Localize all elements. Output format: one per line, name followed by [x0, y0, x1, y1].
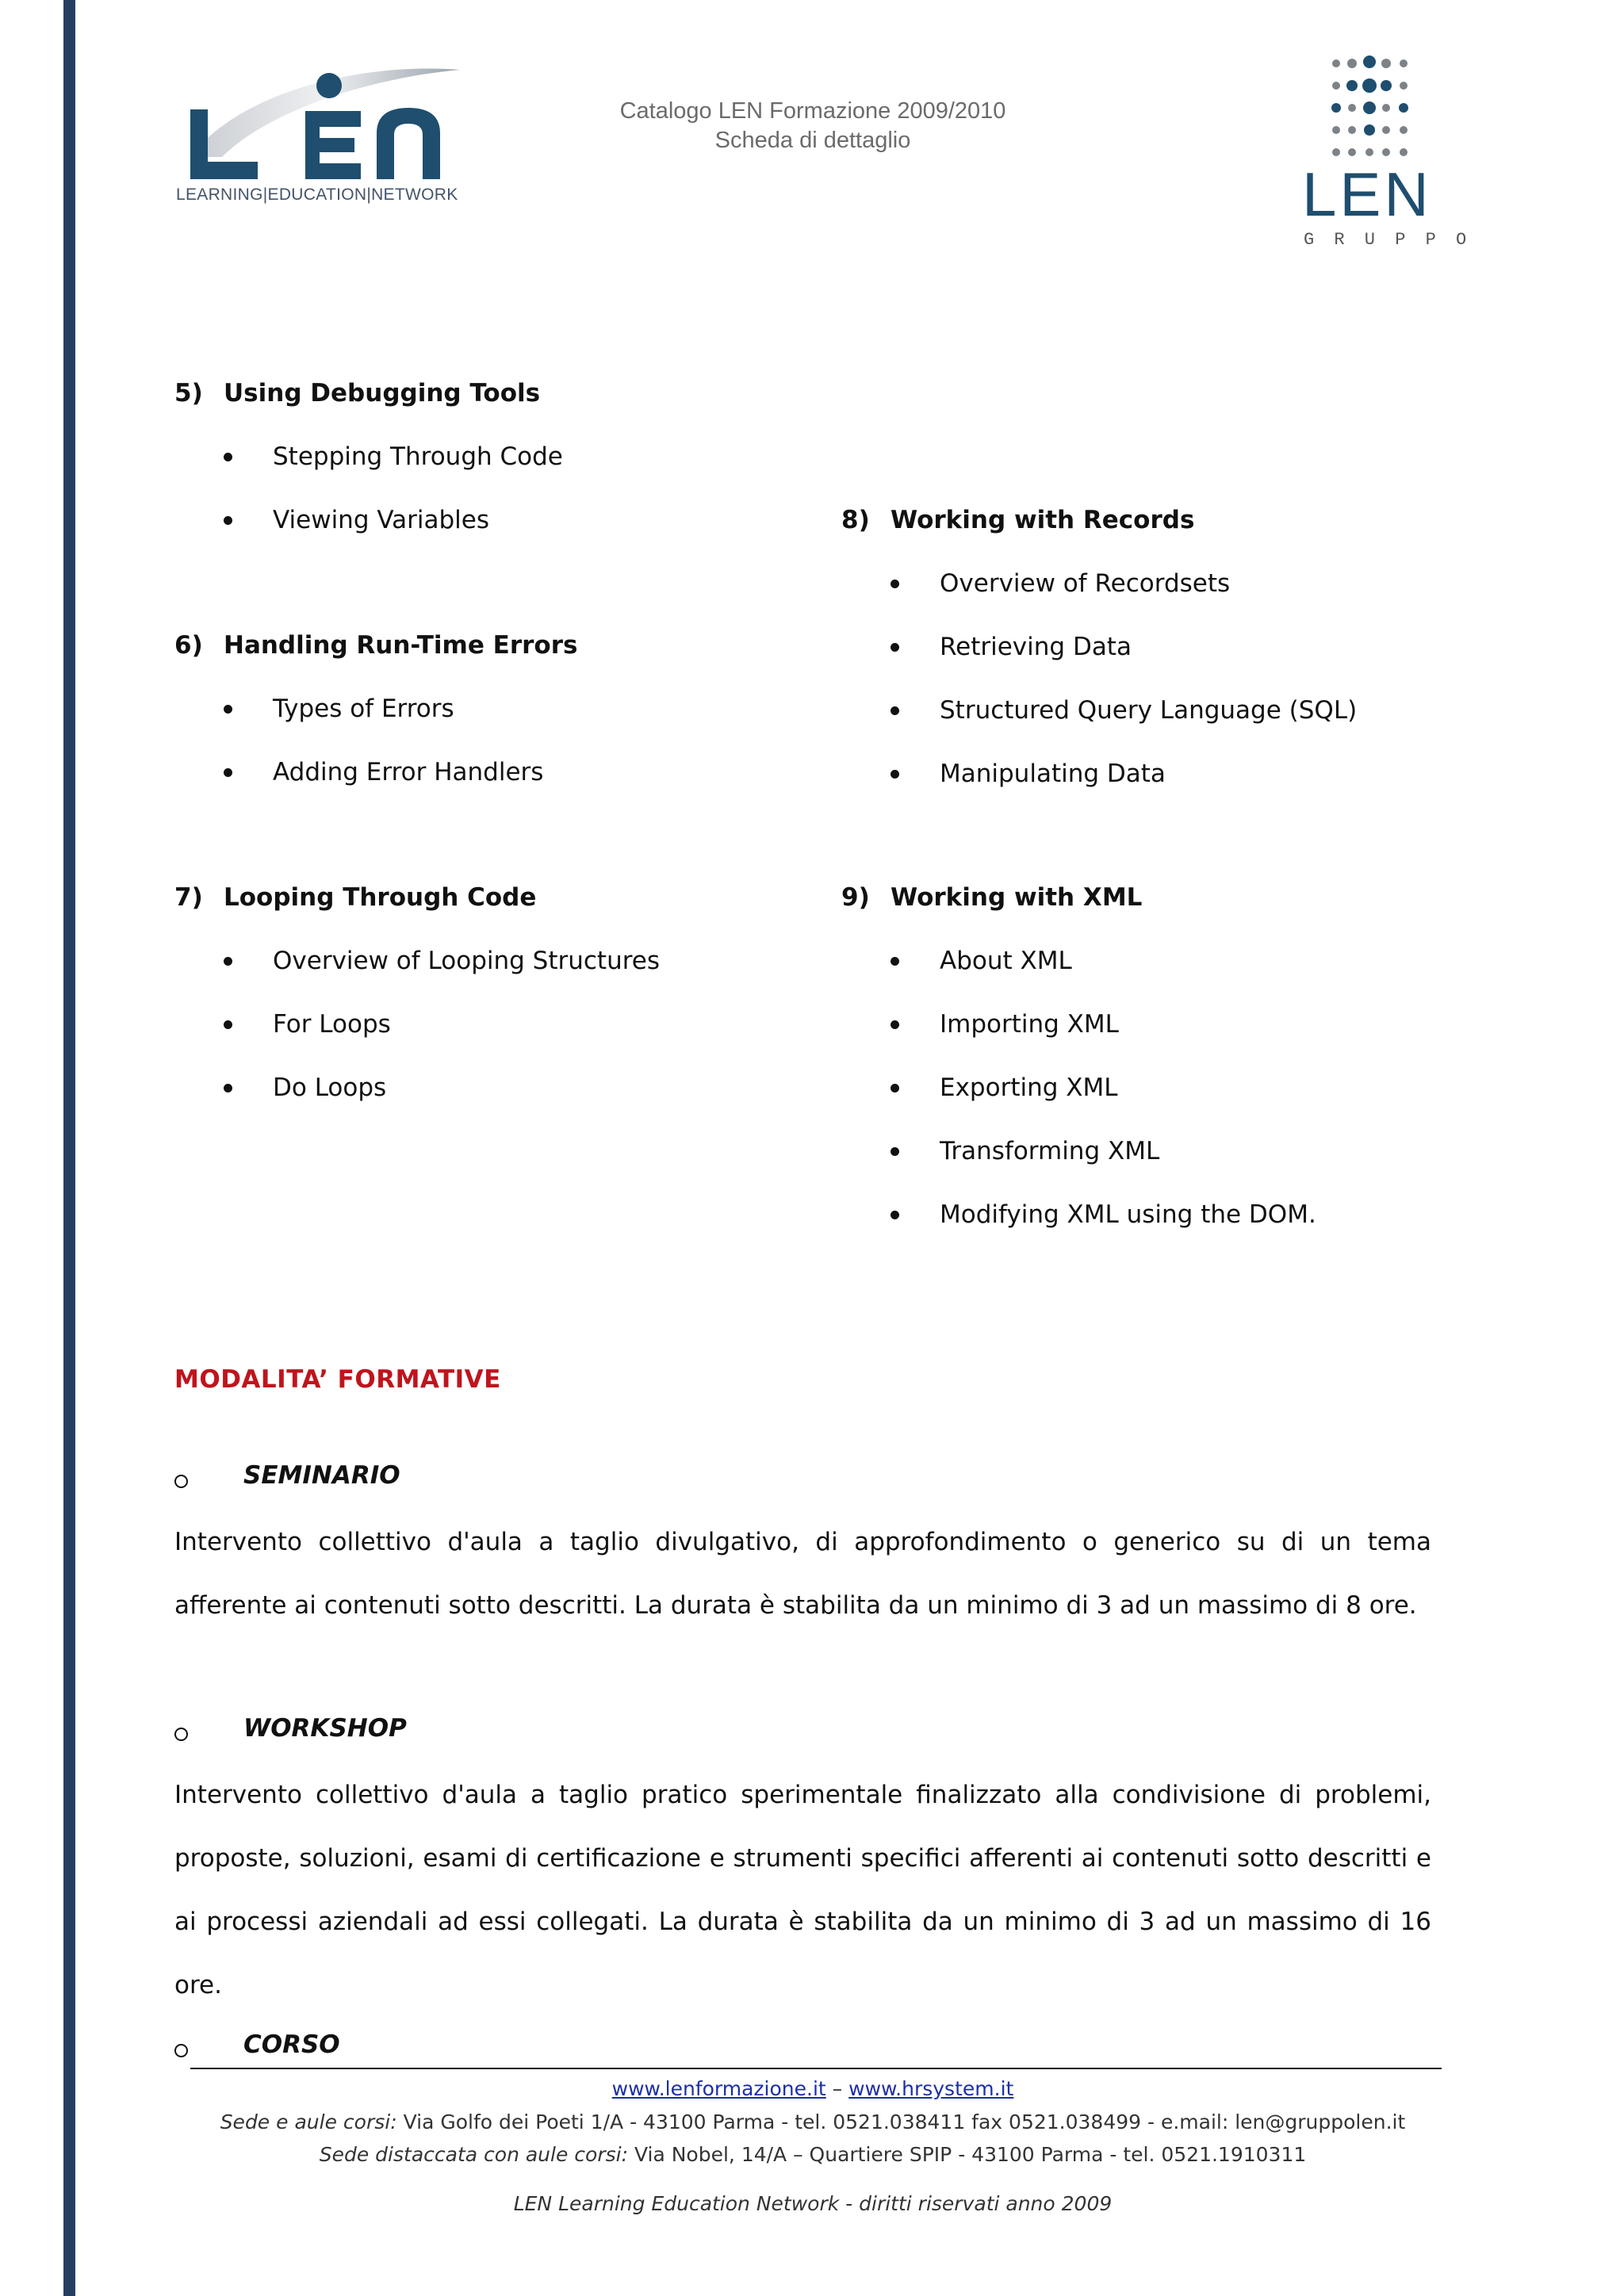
list-item: Exporting XML — [841, 1072, 1316, 1135]
modalita-name: CORSO — [243, 2030, 340, 2059]
section-title: 8) Working with Records — [841, 506, 1195, 534]
bullet-icon — [224, 453, 232, 461]
list-item: Structured Query Language (SQL) — [841, 695, 1357, 758]
bullet-icon — [224, 957, 232, 966]
list-item: Adding Error Handlers — [174, 756, 577, 820]
modalita-item-corso — [174, 2030, 340, 2059]
header-title: Catalogo LEN Formazione 2009/2010 — [619, 98, 1006, 124]
bullet-icon — [891, 580, 899, 588]
bullet-icon — [891, 706, 899, 715]
footer-text: Via Nobel, 14/A – Quartiere SPIP - 43100 Parma - tel. 0521.1910311 — [628, 2143, 1307, 2166]
modalita-description: Intervento collettivo d'aula a taglio divulgativo, di approfondimento o generico su di un tema afferente ai contenuti sotto descritti. La durata è stabilita da un minimo di 3 ad un massimo di 8 ore. — [174, 1528, 1431, 1620]
bullet-icon — [891, 643, 899, 652]
bullet-icon — [891, 1020, 899, 1029]
bullet-icon — [891, 1147, 899, 1156]
bullet-icon — [224, 1020, 232, 1029]
footer-address-main — [174, 2110, 1451, 2133]
document-header — [508, 97, 1118, 155]
bullet-icon — [891, 1211, 899, 1219]
section-title: 9) Working with XML — [841, 883, 1143, 912]
list-item: Overview of Recordsets — [841, 568, 1357, 631]
list-item: About XML — [841, 945, 1316, 1008]
list-item: Retrieving Data — [841, 631, 1357, 695]
section-title: 5) Using Debugging Tools — [174, 379, 541, 408]
bullet-icon — [224, 768, 232, 777]
list-item: Importing XML — [841, 1008, 1316, 1072]
section-title: 6) Handling Run-Time Errors — [174, 631, 578, 660]
bullet-icon — [891, 957, 899, 966]
section-5 — [174, 377, 563, 568]
bullet-icon — [891, 1084, 899, 1093]
modalita-heading: MODALITA’ FORMATIVE — [174, 1365, 501, 1394]
section-bullets — [174, 693, 577, 820]
bullet-icon — [224, 705, 232, 714]
modalita-name: WORKSHOP — [243, 1714, 407, 1743]
len-gruppo-logo — [1293, 51, 1475, 257]
section-7 — [174, 882, 660, 1135]
len-gruppo-logo-graphic — [1293, 51, 1475, 257]
footer-text: Via Golfo dei Poeti 1/A - 43100 Parma - tel. 0521.038411 fax 0521.038499 - e.mail: len@gruppolen.it — [396, 2110, 1406, 2133]
list-item: Stepping Through Code — [174, 441, 563, 504]
section-bullets — [841, 945, 1316, 1262]
footer-label: Sede e aule corsi: — [220, 2110, 397, 2133]
modalita-name: SEMINARIO — [243, 1461, 400, 1490]
lenformazione-link[interactable]: www.lenformazione.it — [611, 2077, 826, 2100]
modalita-item-seminario — [174, 1461, 400, 1490]
len-logo-tagline: LEARNING|EDUCATION|NETWORK — [176, 186, 458, 204]
list-item: Manipulating Data — [841, 758, 1357, 821]
copyright-text: LEN Learning Education Network - diritti riservati anno 2009 — [513, 2192, 1113, 2215]
section-title: 7) Looping Through Code — [174, 883, 537, 912]
list-item: Transforming XML — [841, 1135, 1316, 1199]
svg-text:G R U P P O: G R U P P O — [1304, 230, 1472, 250]
section-9 — [841, 882, 1316, 1262]
svg-text:LEN: LEN — [1302, 159, 1432, 229]
bullet-icon — [224, 516, 232, 525]
section-bullets — [174, 945, 660, 1135]
list-item: Overview of Looping Structures — [174, 945, 660, 1008]
header-subtitle: Scheda di dettaglio — [714, 128, 911, 153]
circle-bullet-icon — [174, 1728, 188, 1741]
footer-address-branch — [174, 2143, 1451, 2166]
list-item: Viewing Variables — [174, 504, 563, 568]
hrsystem-link[interactable]: www.hrsystem.it — [848, 2077, 1014, 2100]
modalita-description: Intervento collettivo d'aula a taglio pratico sperimentale finalizzato alla condivisione di problemi, proposte, soluzioni, esami di certificazione e strumenti specifici afferenti ai contenuti sotto descritti e ai processi aziendali ad essi collegati. La durata è stabilita da un minimo di 3 ad un massimo di 16 ore. — [174, 1781, 1431, 1999]
circle-bullet-icon — [174, 1475, 188, 1488]
footer-divider — [190, 2068, 1442, 2069]
circle-bullet-icon — [174, 2044, 188, 2057]
bullet-icon — [891, 770, 899, 779]
footer-separator: – — [832, 2077, 843, 2100]
footer-label: Sede distaccata con aule corsi: — [319, 2143, 629, 2166]
list-item: Do Loops — [174, 1072, 660, 1135]
list-item: For Loops — [174, 1008, 660, 1072]
footer-copyright — [174, 2192, 1451, 2215]
left-margin-bar — [63, 0, 75, 2296]
section-8 — [841, 504, 1357, 821]
section-bullets — [841, 568, 1357, 821]
list-item: Types of Errors — [174, 693, 577, 756]
section-bullets — [174, 441, 563, 568]
modalita-item-workshop — [174, 1714, 407, 1743]
bullet-icon — [224, 1084, 232, 1093]
section-6 — [174, 629, 577, 820]
footer-links — [174, 2077, 1451, 2100]
list-item: Modifying XML using the DOM. — [841, 1199, 1316, 1262]
